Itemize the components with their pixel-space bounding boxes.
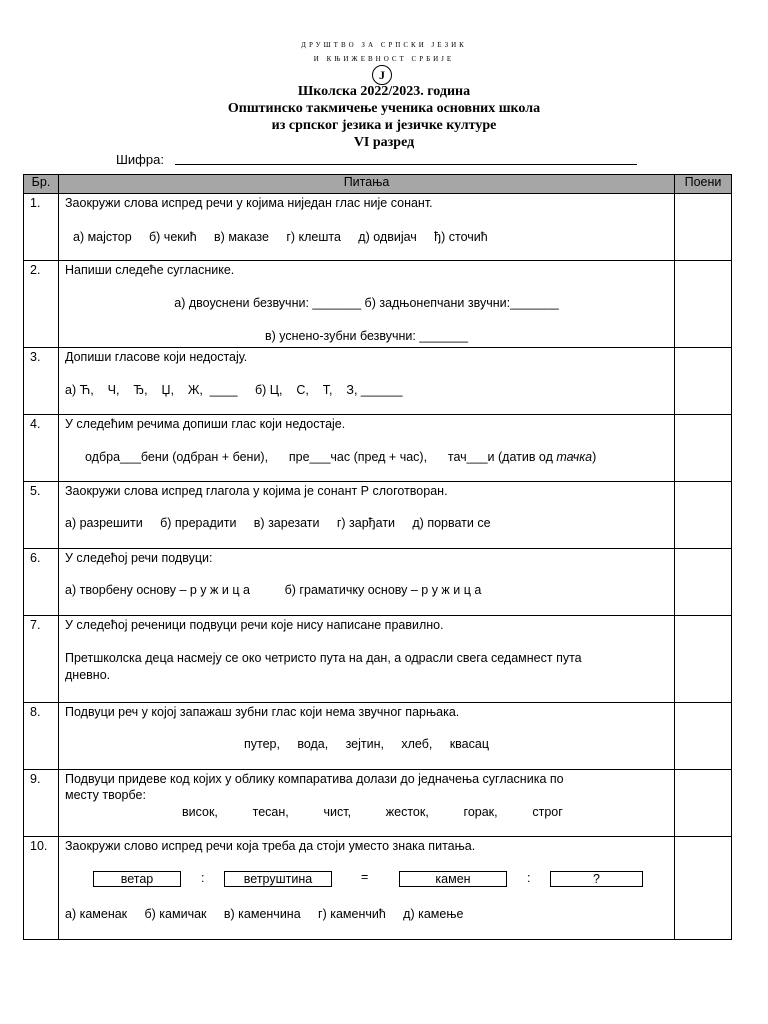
answer-line-1-text: одбра___бени (одбран + бени), пре___час (пред + час), тач___и (датив од [85, 450, 557, 464]
sentence-line-2[interactable]: дневно. [65, 668, 111, 682]
table-row [24, 549, 732, 616]
question-number: 6. [24, 549, 59, 616]
table-row [24, 837, 732, 940]
answer-options[interactable]: а) творбену основу – р у ж и ц а б) граматичку основу – р у ж и ц а [65, 583, 482, 597]
question-text: У следећој речи подвуци: [65, 551, 213, 565]
grade-title: VI разред [353, 135, 415, 150]
answer-line-2[interactable]: в) уснено-зубни безвучни: _______ [264, 329, 469, 343]
table-row [24, 261, 732, 348]
answer-line-1[interactable] [85, 450, 596, 464]
school-year-title: Школска 2022/2023. година [297, 84, 471, 99]
question-text: Подвуци реч у којој запажаш зубни глас који нема звучног парњака. [65, 705, 460, 719]
questions-table [23, 174, 732, 940]
question-number: 3. [24, 348, 59, 415]
header-points: Поени [675, 175, 732, 194]
question-cell [59, 348, 675, 415]
org-name-line2: И КЊИЖЕВНОСТ СРБИЈЕ [313, 55, 455, 63]
answer-line-1[interactable]: а) Ћ, Ч, Ђ, Џ, Ж, ____ б) Ц, С, Т, З, ______ [65, 383, 403, 397]
question-number: 5. [24, 482, 59, 549]
question-text: У следећим речима допиши глас који недостаје. [65, 417, 346, 431]
header-number: Бр. [24, 175, 59, 194]
header-questions: Питања [59, 175, 675, 194]
table-row [24, 703, 732, 770]
table-row [24, 415, 732, 482]
question-text-line-1: Подвуци придеве код којих у облику компаратива долази до једначења сугласника по [65, 772, 564, 786]
question-cell [59, 703, 675, 770]
table-row [24, 616, 732, 703]
question-number: 8. [24, 703, 59, 770]
table-header-row [24, 175, 732, 194]
question-number: 2. [24, 261, 59, 348]
question-text: У следећој реченици подвуци речи које нису написане правилно. [65, 618, 444, 632]
question-text: Заокружи слова испред речи у којима ниједан глас није сонант. [65, 196, 433, 210]
answer-options[interactable]: а) разрешити б) прерадити в) зарезати г) зарђати д) порвати се [65, 516, 491, 530]
code-label: Шифра: [116, 152, 164, 167]
question-number: 1. [24, 194, 59, 261]
answer-options[interactable]: а) мајстор б) чекић в) маказе г) клешта д) одвијач ђ) сточић [73, 230, 488, 244]
competition-title: Општинско такмичење ученика основних школа [227, 101, 541, 116]
society-logo: Ј [372, 65, 392, 85]
question-text: Заокружи слово испред речи која треба да стоји уместо знака питања. [65, 839, 476, 853]
question-cell [59, 549, 675, 616]
question-text: Заокружи слова испред глагола у којима је сонант Р слоготворан. [65, 484, 448, 498]
analogy-colon-2: : [527, 871, 531, 885]
question-cell [59, 415, 675, 482]
points-cell[interactable] [675, 549, 732, 616]
question-number: 4. [24, 415, 59, 482]
analogy-box-unknown[interactable]: ? [550, 871, 643, 887]
word-list[interactable]: висок, тесан, чист, жесток, горак, строг [182, 805, 563, 819]
points-cell[interactable] [675, 415, 732, 482]
question-number: 10. [24, 837, 59, 940]
sentence-line-1[interactable]: Претшколска деца насмеју се око четристо пута на дан, а одрасли свега седамнест пута [65, 651, 582, 665]
question-cell [59, 616, 675, 703]
code-input-line[interactable] [175, 164, 637, 165]
answer-line-1-end: ) [592, 450, 597, 464]
points-cell[interactable] [675, 837, 732, 940]
analogy-box-3: камен [399, 871, 507, 887]
question-cell [59, 261, 675, 348]
table-row [24, 770, 732, 837]
question-number: 7. [24, 616, 59, 703]
points-cell[interactable] [675, 482, 732, 549]
question-text: Допиши гласове који недостају. [65, 350, 248, 364]
answer-line-1[interactable]: а) двоуснени безвучни: _______ б) задњонепчани звучни:_______ [174, 296, 559, 310]
word-list[interactable]: путер, вода, зејтин, хлеб, квасац [243, 737, 489, 751]
points-cell[interactable] [675, 703, 732, 770]
answer-options[interactable]: а) каменак б) камичак в) каменчина г) каменчић д) камење [65, 907, 464, 921]
points-cell[interactable] [675, 616, 732, 703]
points-cell[interactable] [675, 348, 732, 415]
points-cell[interactable] [675, 194, 732, 261]
question-text: Напиши следеће сугласнике. [65, 263, 235, 277]
points-cell[interactable] [675, 261, 732, 348]
table-row [24, 482, 732, 549]
question-cell [59, 482, 675, 549]
table-row [24, 348, 732, 415]
analogy-box-1: ветар [93, 871, 181, 887]
table-row [24, 194, 732, 261]
org-name-line1: ДРУШТВО ЗА СРПСКИ ЈЕЗИК [301, 41, 467, 49]
question-cell [59, 770, 675, 837]
analogy-colon-1: : [201, 871, 205, 885]
italic-word: тачка [556, 450, 593, 464]
analogy-box-2: ветруштина [224, 871, 332, 887]
question-number: 9. [24, 770, 59, 837]
question-cell [59, 194, 675, 261]
analogy-equals: = [361, 870, 369, 884]
subject-title: из српског језика и језичке културе [271, 118, 497, 133]
question-cell [59, 837, 675, 940]
points-cell[interactable] [675, 770, 732, 837]
question-text-line-2: месту творбе: [65, 788, 146, 802]
